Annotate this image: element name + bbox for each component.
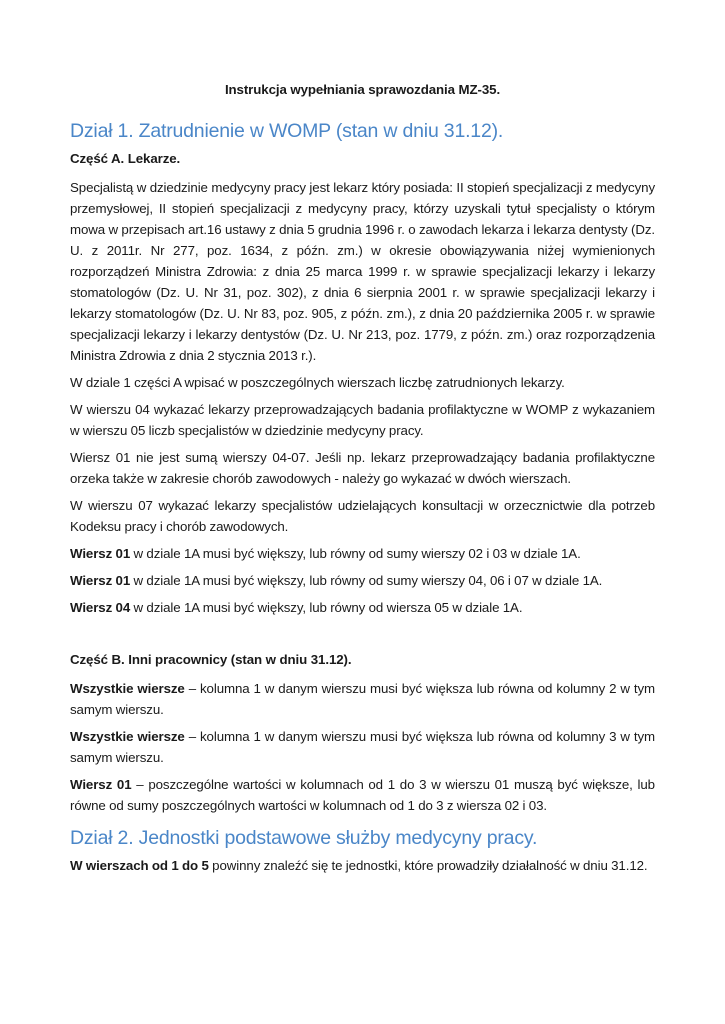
rule-text: w dziale 1A musi być większy, lub równy od sumy wierszy 04, 06 i 07 w dziale 1A. (130, 573, 603, 588)
rule-lead: Wiersz 01 (70, 777, 132, 792)
czesc-a-paragraph-specialist-definition: Specjalistą w dziedzinie medycyny pracy jest lekarz który posiada: II stopień specjalizacji z medycyny przemysłowej, II stopień specjalizacji z medycyny pracy, którzy uzyskali tytuł specjalisty o którym mowa w przepisach art.16 ustawy z dnia 5 grudnia 1996 r. o zawodach lekarza i lekarza dentysty (Dz. U. z 2011r. Nr 277, poz. 1634, z późn. zm.) w okresie obowiązywania niżej wymienionych rozporządzeń Ministra Zdrowia: z dnia 25 marca 1999 r. w sprawie specjalizacji lekarzy i lekarzy stomatologów (Dz. U. Nr 31, poz. 302), z dnia 6 sierpnia 2001 r. w sprawie specjalizacji lekarzy i lekarzy stomatologów (Dz. U. Nr 83, poz. 905, z późn. zm.), z dnia 20 października 2005 r. w sprawie specjalizacji lekarzy i lekarzy dentystów (Dz. U. Nr 213, poz. 1779, z późn. zm.) oraz rozporządzenia Ministra Zdrowia z dnia 2 stycznia 2013 r.). (70, 180, 655, 363)
czesc-a-paragraph-dzial1-instruction: W dziale 1 części A wpisać w poszczególnych wierszach liczbę zatrudnionych lekarzy. (70, 375, 565, 390)
rule-lead: W wierszach od 1 do 5 (70, 858, 209, 873)
rule-text: – kolumna 1 w danym wierszu musi być większa lub równa od kolumny 3 w tym samym wierszu. (70, 729, 655, 765)
czesc-b-heading: Część B. Inni pracownicy (stan w dniu 31.12). (70, 652, 352, 667)
dzial1-heading: Dział 1. Zatrudnienie w WOMP (stan w dniu 31.12). (70, 120, 504, 142)
rule-lead: Wiersz 04 (70, 600, 131, 615)
rule-text: – kolumna 1 w danym wierszu musi być większa lub równa od kolumny 2 w tym samym wierszu. (70, 681, 655, 717)
rule-text: powinny znaleźć się te jednostki, które prowadziły działalność w dniu 31.12. (208, 858, 648, 873)
rule-lead: Wszystkie wiersze (70, 681, 185, 696)
czesc-a-paragraph-wiersz04: W wierszu 04 wykazać lekarzy przeprowadzających badania profilaktyczne w WOMP z wykazaniem w wierszu 05 liczb specjalistów w dziedzinie medycyny pracy. (70, 402, 655, 438)
czesc-b-rule-2 (70, 726, 655, 768)
czesc-b-rule-3 (70, 774, 655, 816)
czesc-a-heading: Część A. Lekarze. (70, 151, 181, 166)
document-title: Instrukcja wypełniania sprawozdania MZ-35. (224, 82, 501, 97)
czesc-a-paragraph-wiersz01-sum: Wiersz 01 nie jest sumą wierszy 04-07. Jeśli np. lekarz przeprowadzający badania profilaktyczne orzeka także w zakresie chorób zawodowych - należy go wykazać w dwóch wierszach. (70, 450, 655, 486)
czesc-a-paragraph-wiersz07: W wierszu 07 wykazać lekarzy specjalistów udzielających konsultacji w orzecznictwie dla potrzeb Kodeksu pracy i chorób zawodowych. (70, 498, 655, 534)
rule-text: w dziale 1A musi być większy, lub równy od wiersza 05 w dziale 1A. (130, 600, 523, 615)
czesc-a-rule-1 (70, 543, 655, 564)
dzial2-rule-1 (70, 855, 655, 876)
czesc-a-rule-3 (70, 597, 655, 618)
rule-lead: Wiersz 01 (70, 546, 131, 561)
rule-text: w dziale 1A musi być większy, lub równy od sumy wierszy 02 i 03 w dziale 1A. (130, 546, 581, 561)
czesc-a-rule-2 (70, 570, 655, 591)
rule-lead: Wiersz 01 (70, 573, 131, 588)
rule-text: – poszczególne wartości w kolumnach od 1 do 3 w wierszu 01 muszą być większe, lub równe od sumy poszczególnych wartości w kolumnach od 1 do 3 z wiersza 02 i 03. (70, 777, 655, 813)
rule-lead: Wszystkie wiersze (70, 729, 185, 744)
czesc-b-rule-1 (70, 678, 655, 720)
dzial2-heading: Dział 2. Jednostki podstawowe służby medycyny pracy. (70, 827, 538, 849)
